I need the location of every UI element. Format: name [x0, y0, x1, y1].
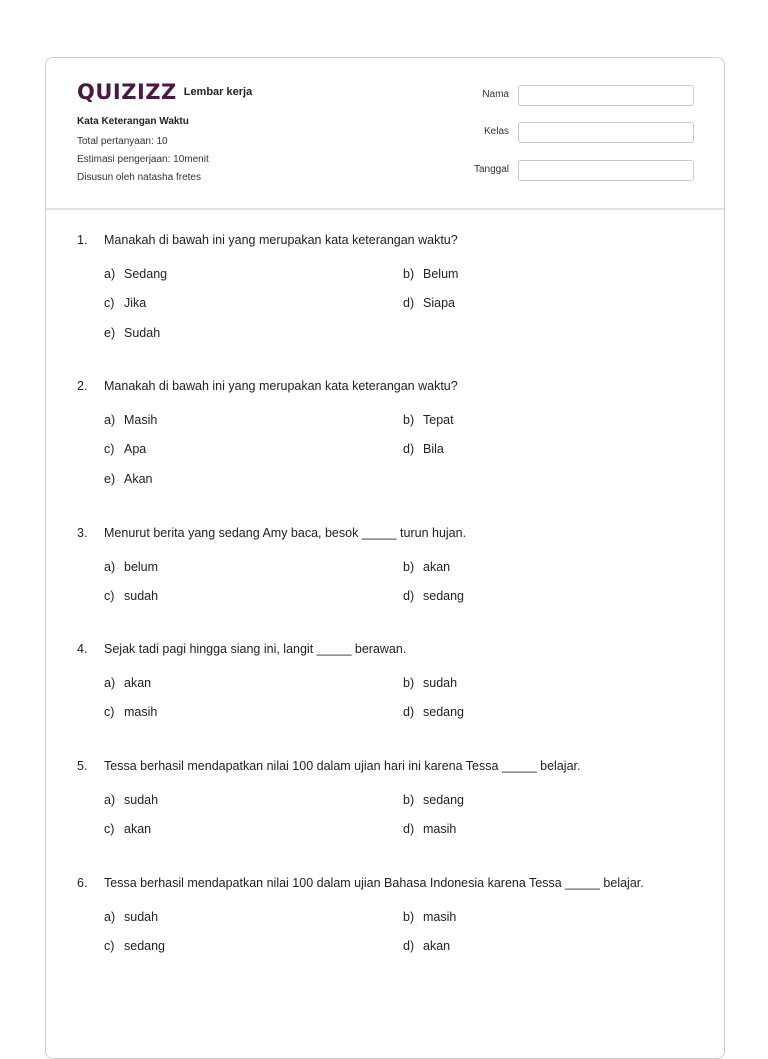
worksheet-title: Kata Keterangan Waktu	[77, 116, 189, 127]
question-text: Tessa berhasil mendapatkan nilai 100 dalam ujian Bahasa Indonesia karena Tessa _____ belajar.	[104, 876, 644, 890]
question-line	[77, 640, 707, 658]
answer-option	[104, 820, 151, 838]
class-field[interactable]	[518, 122, 694, 143]
option-letter: c)	[104, 939, 115, 953]
answer-option	[104, 294, 146, 312]
option-letter: b)	[403, 910, 415, 924]
question-6	[77, 874, 707, 953]
option-text: Siapa	[423, 296, 455, 310]
question-number: 4.	[77, 642, 88, 656]
answer-option	[403, 908, 456, 926]
question-4	[77, 640, 707, 719]
answer-option	[403, 440, 444, 458]
question-text: Menurut berita yang sedang Amy baca, besok _____ turun hujan.	[104, 526, 467, 540]
option-letter: e)	[104, 472, 116, 486]
answer-option	[403, 265, 458, 283]
option-letter: c)	[104, 589, 115, 603]
option-text: masih	[124, 705, 158, 719]
option-text: Belum	[423, 267, 459, 281]
answer-option	[104, 587, 158, 605]
question-line	[77, 524, 707, 542]
worksheet-label: Lembar kerja	[183, 86, 253, 98]
answer-option	[403, 937, 450, 955]
answer-option	[403, 791, 464, 809]
question-line	[77, 231, 707, 249]
option-letter: d)	[403, 939, 415, 953]
option-text: Tepat	[423, 413, 454, 427]
option-text: akan	[124, 676, 152, 690]
answer-option	[104, 324, 160, 342]
option-letter: c)	[104, 822, 115, 836]
option-text: Masih	[124, 413, 158, 427]
brand-row	[77, 80, 252, 104]
option-text: sedang	[423, 705, 465, 719]
question-line	[77, 377, 707, 395]
name-field[interactable]	[518, 85, 694, 106]
option-letter: b)	[403, 267, 415, 281]
option-text: akan	[423, 939, 451, 953]
class-label: Kelas	[483, 126, 509, 137]
name-label: Nama	[482, 89, 509, 100]
question-number: 6.	[77, 876, 88, 890]
option-text: belum	[124, 560, 159, 574]
worksheet	[45, 57, 725, 1059]
author: Disusun oleh natasha fretes	[77, 172, 201, 183]
answer-option	[403, 558, 450, 576]
answer-option	[104, 937, 165, 955]
option-letter: a)	[104, 793, 116, 807]
option-letter: c)	[104, 442, 115, 456]
question-number: 5.	[77, 759, 88, 773]
option-text: sedang	[423, 793, 465, 807]
option-letter: e)	[104, 326, 116, 340]
answer-option	[104, 411, 157, 429]
option-letter: d)	[403, 442, 415, 456]
option-text: sudah	[124, 793, 159, 807]
option-letter: b)	[403, 793, 415, 807]
answer-option	[104, 791, 158, 809]
answer-option	[403, 587, 464, 605]
answer-option	[403, 820, 456, 838]
question-line	[77, 757, 707, 775]
option-letter: d)	[403, 296, 415, 310]
answer-option	[104, 908, 158, 926]
option-letter: d)	[403, 589, 415, 603]
answer-option	[403, 411, 454, 429]
option-letter: a)	[104, 676, 116, 690]
answer-option	[403, 294, 455, 312]
quizizz-logo: QUIZIZZ	[77, 80, 177, 104]
date-label: Tanggal	[473, 164, 509, 175]
option-text: Akan	[124, 472, 153, 486]
option-text: Sedang	[124, 267, 168, 281]
total-questions: Total pertanyaan: 10	[77, 136, 168, 147]
option-letter: a)	[104, 413, 116, 427]
question-text: Manakah di bawah ini yang merupakan kata keterangan waktu?	[104, 233, 458, 247]
option-text: Jika	[124, 296, 147, 310]
answer-option	[403, 703, 464, 721]
question-3	[77, 524, 707, 603]
option-letter: b)	[403, 413, 415, 427]
option-text: sedang	[423, 589, 465, 603]
question-text: Manakah di bawah ini yang merupakan kata keterangan waktu?	[104, 379, 458, 393]
question-line	[77, 874, 707, 892]
answer-option	[104, 703, 157, 721]
option-text: Sudah	[124, 326, 161, 340]
option-letter: b)	[403, 676, 415, 690]
option-text: sudah	[124, 589, 159, 603]
date-field[interactable]	[518, 160, 694, 181]
answer-option	[104, 470, 153, 488]
question-2	[77, 377, 707, 486]
option-text: sudah	[423, 676, 458, 690]
question-number: 1.	[77, 233, 88, 247]
option-text: Apa	[124, 442, 147, 456]
option-text: sudah	[124, 910, 159, 924]
question-text: Tessa berhasil mendapatkan nilai 100 dalam ujian hari ini karena Tessa _____ belajar.	[104, 759, 581, 773]
question-text: Sejak tadi pagi hingga siang ini, langit _____ berawan.	[104, 642, 407, 656]
option-text: akan	[124, 822, 152, 836]
answer-option	[104, 674, 151, 692]
option-text: masih	[423, 910, 457, 924]
answer-option	[104, 440, 146, 458]
question-number: 3.	[77, 526, 88, 540]
worksheet-header	[46, 58, 724, 210]
question-5	[77, 757, 707, 836]
option-letter: a)	[104, 560, 116, 574]
option-letter: c)	[104, 296, 115, 310]
option-text: masih	[423, 822, 457, 836]
option-letter: a)	[104, 910, 116, 924]
answer-option	[104, 558, 158, 576]
question-number: 2.	[77, 379, 88, 393]
option-letter: d)	[403, 705, 415, 719]
option-letter: c)	[104, 705, 115, 719]
question-1	[77, 231, 707, 340]
option-letter: d)	[403, 822, 415, 836]
option-text: sedang	[124, 939, 166, 953]
option-letter: b)	[403, 560, 415, 574]
answer-option	[104, 265, 167, 283]
option-text: akan	[423, 560, 451, 574]
estimated-time: Estimasi pengerjaan: 10menit	[77, 154, 209, 165]
answer-option	[403, 674, 457, 692]
option-text: Bila	[423, 442, 444, 456]
option-letter: a)	[104, 267, 116, 281]
